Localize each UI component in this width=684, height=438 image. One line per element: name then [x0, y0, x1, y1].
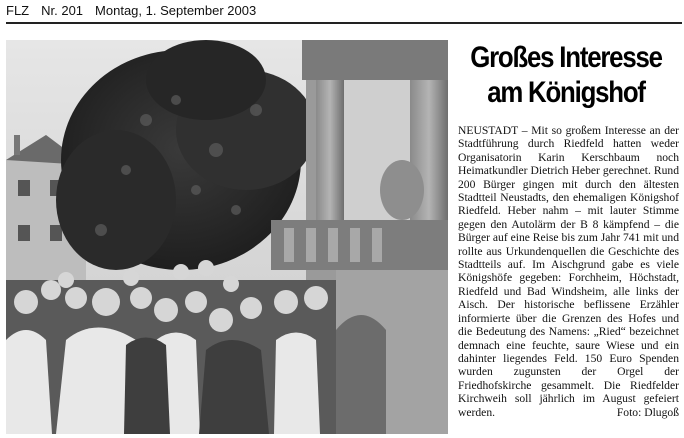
article-body [458, 124, 679, 438]
paper-name: FLZ [6, 3, 30, 18]
photo-credit: Foto: Dlugoß [616, 405, 679, 419]
headline [468, 40, 664, 110]
issue-number: Nr. 201 [41, 3, 84, 18]
issue-date: Montag, 1. September 2003 [95, 3, 257, 18]
masthead-rule [6, 22, 682, 24]
article-text: – Mit so großem Interesse an der Stadtführung durch Riedfeld hatten weder Organisatorin Karin Kerschbaum noch Heimatkundler Dietrich Heber gerechnet. Rund 200 Bürger gingen mit durch den ältesten Stadtteil Neustadts, den ehemaligen Königshof Riedfeld. Heber nahm – mit lauter Stimme gegen den Autolärm der B 8 kämpfend – die Bürger auf eine Reise bis zum Jahr 741 mit und rollte aus Urkundenquellen die Geschichte des Stadtteils auf. Im Aischgrund gabe es viele Königshöfe gegeben: Forchheim, Höchstadt, Riedfeld und Bad Windsheim, alle links der Aisch. Der historische beflissene Erzähler informierte über die Grenzen des Hofes und die Bedeutung des Namens: „Ried“ bezeichnet demnach eine feuchte, saure Wiese und ein dahinter liegendes Feld. 150 Euro Spenden wurden zugunsten der Orgel der Friedhofskirche gesammelt. Die Riedfelder Kirchweih soll jährlich im August gefeiert werden. [458, 124, 679, 419]
headline-line-1: Großes Interesse [470, 41, 662, 74]
article-dateline: NEUSTADT [458, 124, 519, 137]
news-photo [6, 40, 448, 434]
headline-line-2: am Königshof [487, 76, 645, 109]
masthead [6, 1, 678, 21]
